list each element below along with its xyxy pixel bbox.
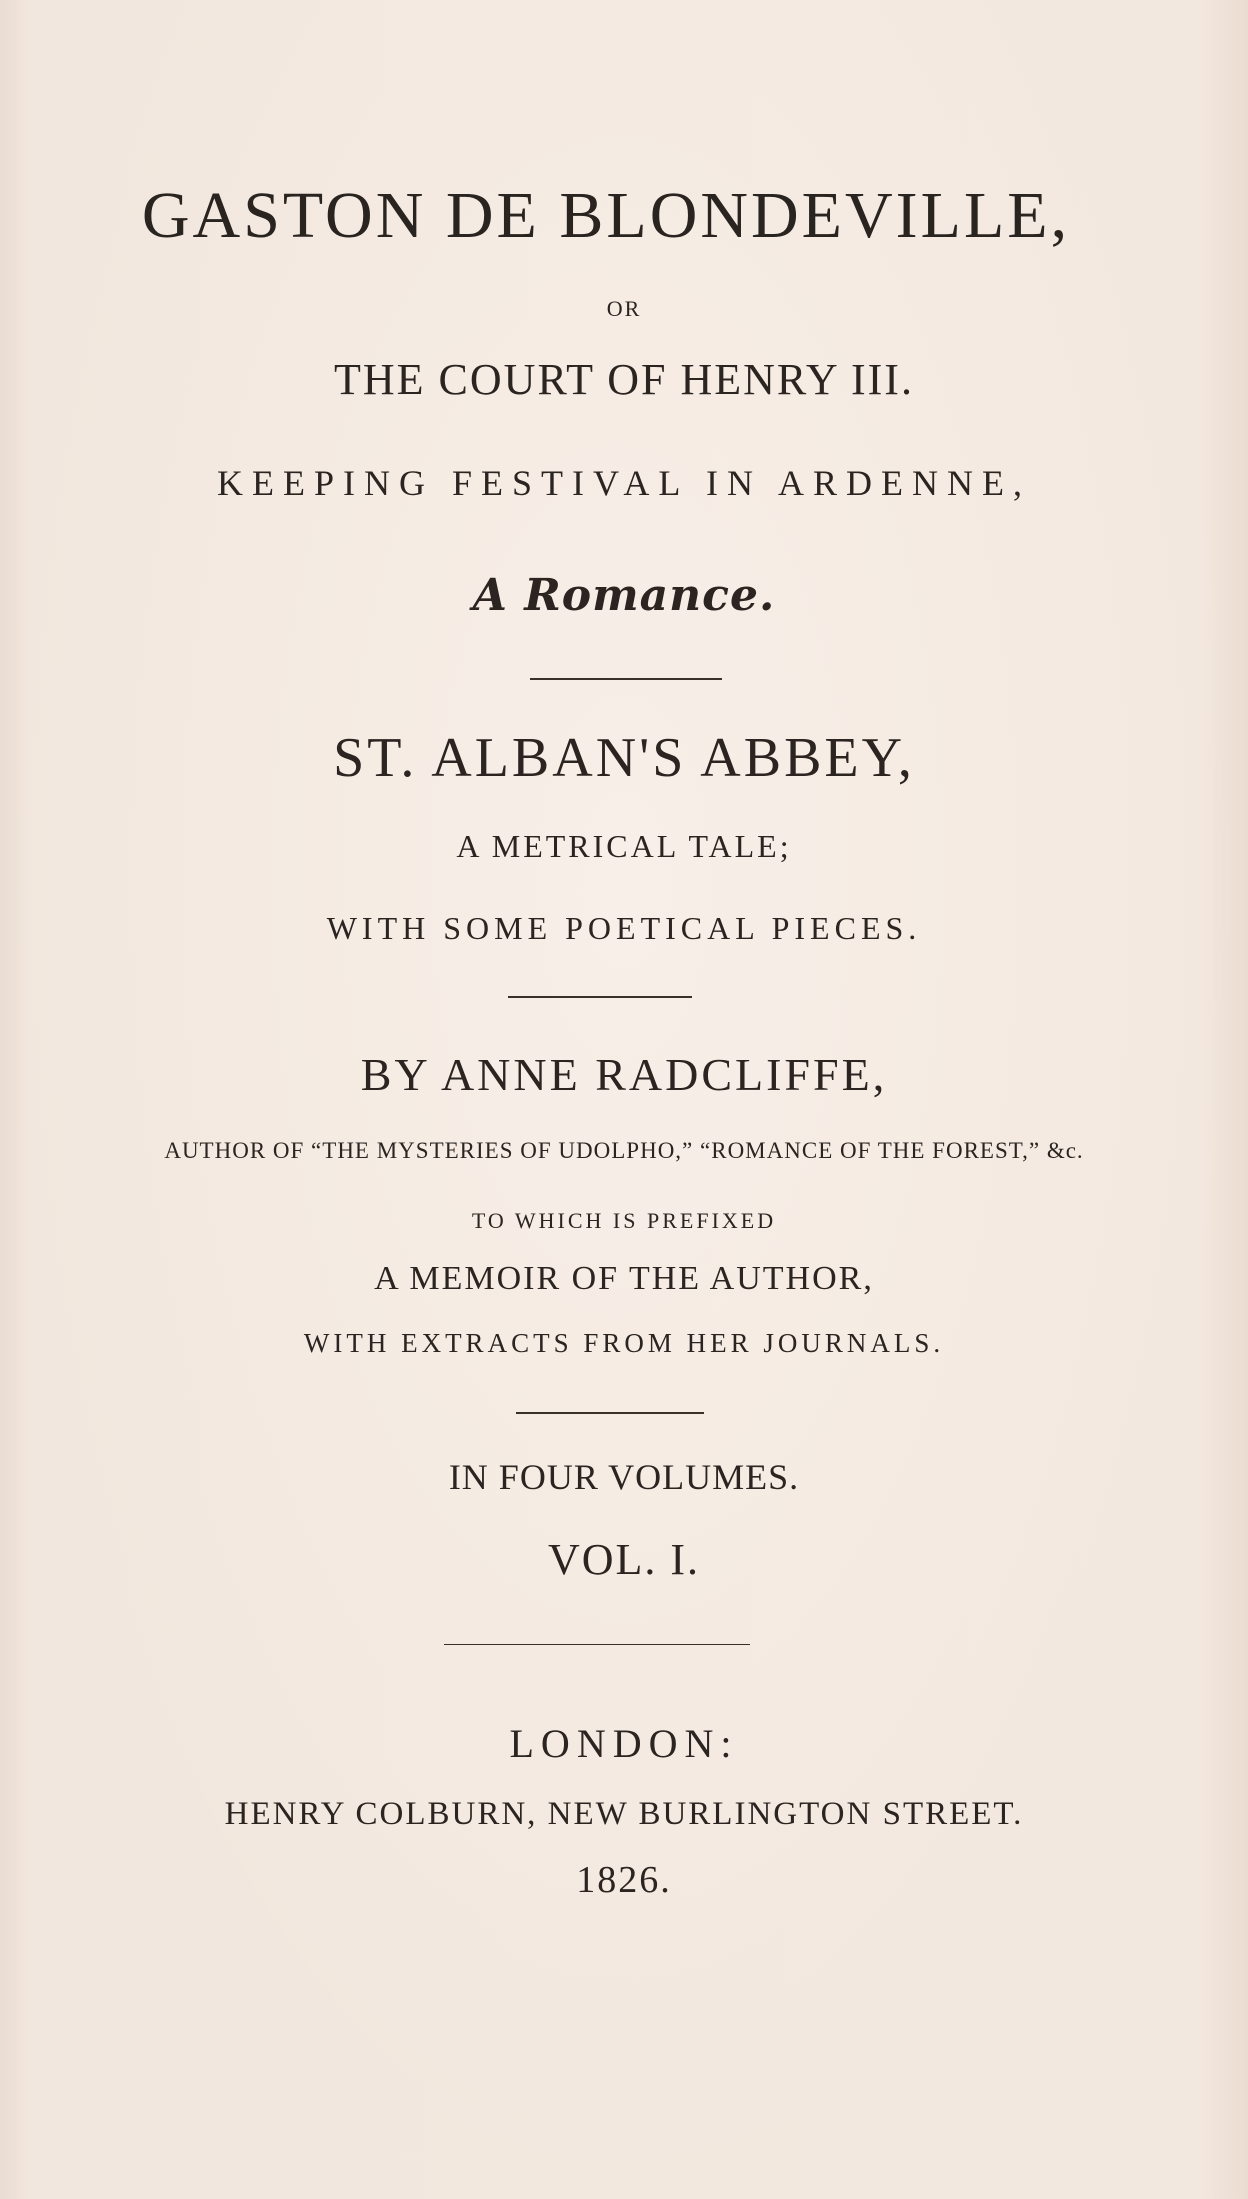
author-credits: AUTHOR OF “THE MYSTERIES OF UDOLPHO,” “ROMANCE OF THE FOREST,” &c. (164, 1138, 1084, 1163)
second-work-title: ST. ALBAN'S ABBEY, (333, 727, 915, 789)
volume-number: VOL. I. (547, 1535, 701, 1584)
imprint-place: LONDON: (509, 1721, 739, 1766)
second-work-extra: WITH SOME POETICAL PIECES. (326, 910, 922, 946)
imprint-year: 1826. (576, 1859, 672, 1901)
extracts-line: WITH EXTRACTS FROM HER JOURNALS. (303, 1328, 945, 1358)
genre-label: A Romance. (472, 570, 776, 621)
subtitle-line-2: KEEPING FESTIVAL IN ARDENNE, (217, 463, 1031, 503)
book-title: GASTON DE BLONDEVILLE, (141, 179, 1071, 252)
second-work-description: A METRICAL TALE; (456, 828, 792, 864)
subtitle-line-1: THE COURT OF HENRY III. (334, 355, 914, 404)
prefixed-line: TO WHICH IS PREFIXED (471, 1208, 777, 1233)
imprint-publisher: HENRY COLBURN, NEW BURLINGTON STREET. (224, 1796, 1024, 1832)
divider-rule (444, 1644, 750, 1645)
divider-rule (508, 996, 692, 998)
conjunction-or: OR (606, 296, 642, 321)
divider-rule (516, 1412, 704, 1414)
divider-rule (530, 678, 722, 680)
memoir-line: A MEMOIR OF THE AUTHOR, (374, 1260, 874, 1297)
author-line: BY ANNE RADCLIFFE, (360, 1049, 888, 1100)
volumes-line: IN FOUR VOLUMES. (448, 1457, 800, 1497)
